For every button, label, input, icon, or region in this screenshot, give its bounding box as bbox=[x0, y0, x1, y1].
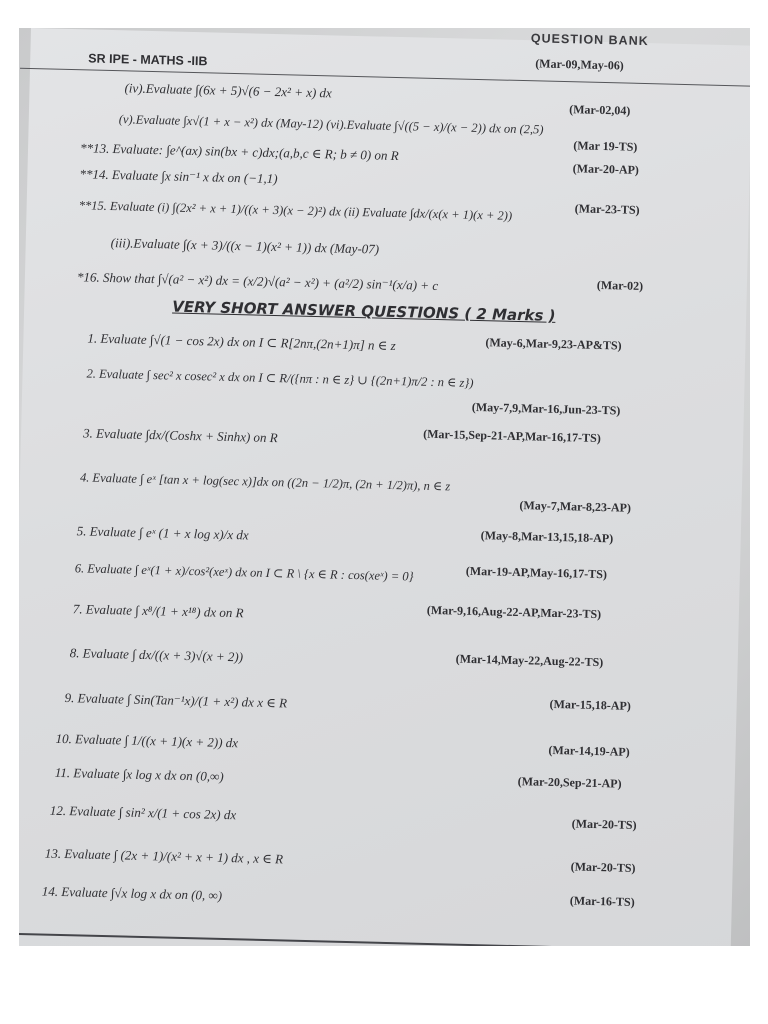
question-3 bbox=[83, 425, 278, 446]
question-2-ref: (May-7,9,Mar-16,Jun-23-TS) bbox=[471, 399, 621, 418]
question-1-ref: (May-6,Mar-9,23-AP&TS) bbox=[485, 335, 622, 353]
question-text: Evaluate ∫ x⁸/(1 + x¹⁸) dx on R bbox=[85, 601, 244, 621]
question-14-ref: (Mar-16-TS) bbox=[569, 893, 635, 910]
question-text: Evaluate ∫ (2x + 1)/(x² + x + 1) dx , x ∈ R bbox=[64, 846, 284, 867]
question-number: 12. bbox=[49, 802, 67, 819]
question-text: Evaluate ∫ eˣ (1 + x log x)/x dx bbox=[89, 523, 249, 543]
question-4 bbox=[80, 469, 451, 494]
question-6-ref: (Mar-19-AP,May-16,17-TS) bbox=[465, 563, 608, 582]
question-11-ref: (Mar-20,Sep-21-AP) bbox=[517, 774, 622, 791]
bank-label: QUESTION BANK bbox=[530, 31, 649, 49]
line-15-iii: (iii).Evaluate ∫(x + 3)/((x − 1)(x² + 1)) dx (May-07) bbox=[110, 235, 380, 257]
question-number: 7. bbox=[72, 601, 83, 617]
question-text: Evaluate ∫ dx/((x + 3)√(x + 2)) bbox=[82, 645, 244, 665]
question-13 bbox=[45, 846, 284, 868]
question-text: Evaluate ∫ sec² x cosec² x dx on I ⊂ R/({nπ : n ∈ z} ∪ {(2n+1)π/2 : n ∈ z}) bbox=[98, 366, 474, 390]
question-12-ref: (Mar-20-TS) bbox=[571, 816, 637, 833]
line-v-vi: (v).Evaluate ∫x√(1 + x − x²) dx (May-12) (vi).Evaluate ∫√((5 − x)/(x − 2)) dx on (2,5) bbox=[118, 112, 544, 137]
question-10 bbox=[55, 731, 238, 751]
question-3-ref: (Mar-15,Sep-21-AP,Mar-16,17-TS) bbox=[423, 426, 601, 446]
header-ref: (Mar-09,May-06) bbox=[535, 56, 624, 73]
question-number: 3. bbox=[82, 425, 94, 441]
school-header: SR IPE - MATHS -IIB bbox=[88, 51, 208, 69]
question-number: 4. bbox=[79, 470, 90, 485]
question-5 bbox=[77, 523, 249, 543]
question-number: 11. bbox=[54, 764, 71, 781]
question-text: Evaluate ∫√(1 − cos 2x) dx on I ⊂ R[2nπ,(2n+1)π] n ∈ z bbox=[100, 330, 396, 354]
line-16: *16. Show that ∫√(a² − x²) dx = (x/2)√(a² − x²) + (a²/2) sin⁻¹(x/a) + c bbox=[76, 269, 439, 294]
question-9 bbox=[64, 690, 287, 711]
question-7 bbox=[73, 601, 244, 621]
line-v-ref: (Mar 19-TS) bbox=[573, 138, 638, 154]
question-number: 8. bbox=[69, 645, 80, 661]
question-9-ref: (Mar-15,18-AP) bbox=[549, 696, 631, 713]
question-12 bbox=[50, 803, 237, 824]
question-13-ref: (Mar-20-TS) bbox=[570, 859, 636, 876]
question-1 bbox=[87, 330, 396, 354]
question-6 bbox=[75, 560, 414, 584]
question-bank-page bbox=[19, 28, 750, 946]
section-heading: VERY SHORT ANSWER QUESTIONS ( 2 Marks ) bbox=[172, 297, 556, 325]
line-15: **15. Evaluate (i) ∫(2x² + x + 1)/((x + 3)(x − 2)²) dx (ii) Evaluate ∫dx/(x(x + 1)(x + 2)) bbox=[78, 198, 513, 223]
question-14 bbox=[42, 884, 223, 904]
question-text: Evaluate ∫ Sin(Tan⁻¹x)/(1 + x²) dx x ∈ R bbox=[77, 690, 288, 711]
question-8 bbox=[70, 645, 244, 665]
question-text: Evaluate ∫dx/(Coshx + Sinhx) on R bbox=[95, 425, 278, 446]
question-number: 2. bbox=[86, 366, 97, 381]
line-v-vi-ref: (Mar-02,04) bbox=[569, 102, 631, 118]
line-13-ref: (Mar-20-AP) bbox=[572, 161, 640, 177]
question-number: 13. bbox=[44, 845, 62, 861]
question-7-ref: (Mar-9,16,Aug-22-AP,Mar-23-TS) bbox=[426, 602, 602, 622]
line-14: **14. Evaluate ∫x sin⁻¹ x dx on (−1,1) bbox=[79, 166, 278, 187]
question-number: 5. bbox=[76, 523, 87, 539]
question-5-ref: (May-8,Mar-13,15,18-AP) bbox=[480, 528, 614, 546]
line-13: **13. Evaluate: ∫e^(ax) sin(bx + c)dx;(a,b,c ∈ R; b ≠ 0) on R bbox=[79, 140, 399, 164]
question-text: Evaluate ∫√x log x dx on (0, ∞) bbox=[61, 884, 223, 903]
question-text: Evaluate ∫ sin² x/(1 + cos 2x) dx bbox=[69, 803, 237, 823]
question-number: 9. bbox=[64, 690, 75, 706]
question-text: Evaluate ∫x log x dx on (0,∞) bbox=[73, 765, 224, 784]
question-4-ref: (May-7,Mar-8,23-AP) bbox=[519, 498, 632, 515]
bottom-rule bbox=[19, 933, 719, 946]
line-16-ref: (Mar-02) bbox=[596, 277, 644, 294]
question-11 bbox=[55, 765, 224, 785]
question-number: 14. bbox=[41, 883, 59, 899]
question-8-ref: (Mar-14,May-22,Aug-22-TS) bbox=[455, 651, 604, 670]
question-text: Evaluate ∫ eˣ [tan x + log(sec x)]dx on ((2n − 1/2)π, (2n + 1/2)π), n ∈ z bbox=[92, 470, 451, 494]
question-text: Evaluate ∫ 1/((x + 1)(x + 2)) dx bbox=[74, 731, 239, 751]
line-iv: (iv).Evaluate ∫(6x + 5)√(6 − 2x² + x) dx bbox=[124, 80, 333, 101]
question-2 bbox=[86, 365, 473, 390]
question-number: 6. bbox=[74, 561, 85, 576]
question-text: Evaluate ∫ eˣ(1 + x)/cos²(xeˣ) dx on I ⊂ R \ {x ∈ R : cos(xeˣ) = 0} bbox=[87, 561, 414, 584]
question-10-ref: (Mar-14,19-AP) bbox=[548, 742, 630, 759]
line-15-ref: (Mar-23-TS) bbox=[574, 201, 640, 217]
photo-background bbox=[19, 28, 750, 946]
question-number: 1. bbox=[87, 330, 98, 346]
question-number: 10. bbox=[55, 730, 73, 747]
